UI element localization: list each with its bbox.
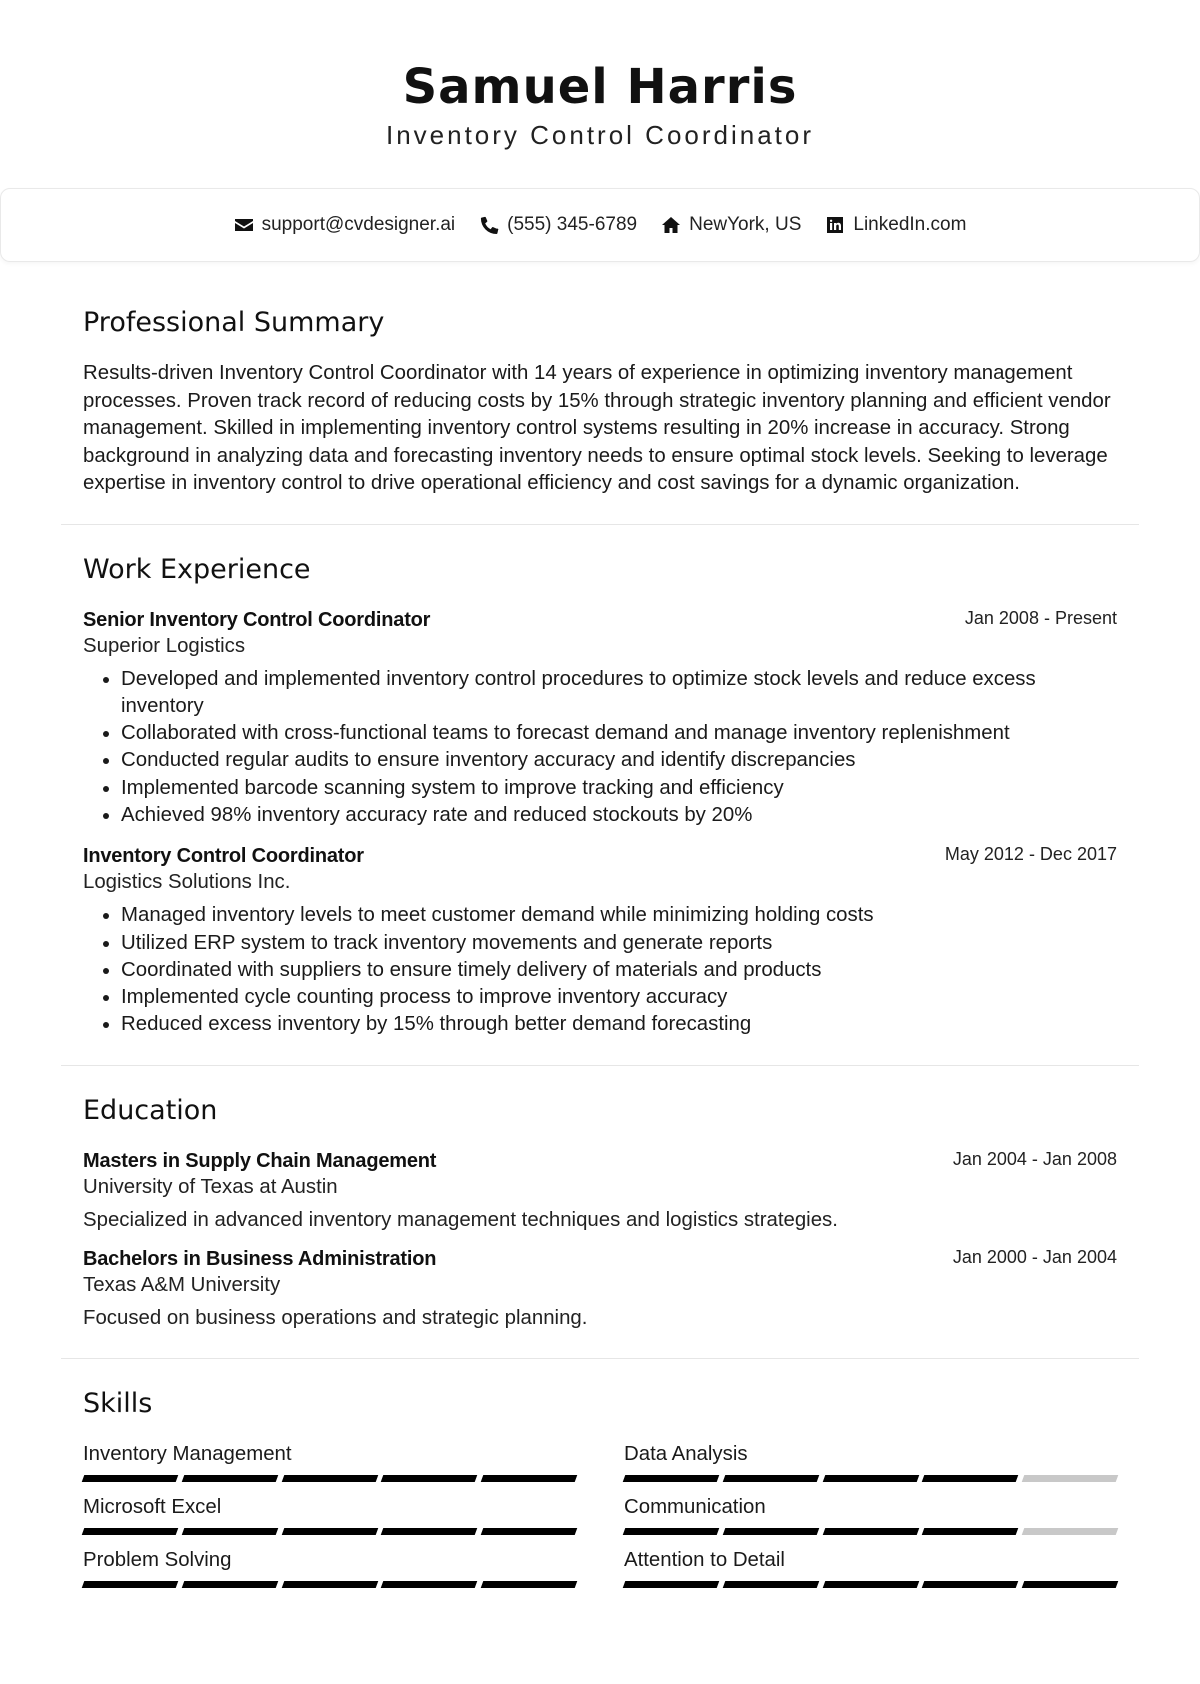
skill-segment-filled: [723, 1581, 819, 1588]
job-entry: [83, 607, 1117, 830]
education-heading: Education: [83, 1094, 218, 1126]
bullet-item: • Coordinated with suppliers to ensure timely delivery of materials and products: [121, 957, 1117, 984]
skill-segment-filled: [822, 1581, 918, 1588]
skill-name: Data Analysis: [624, 1442, 748, 1465]
skill-item: [624, 1494, 1117, 1535]
job-entry: [83, 843, 1117, 1038]
skill-segment-empty: [1022, 1528, 1118, 1535]
education-entry: [83, 1148, 1117, 1234]
summary-section: [83, 262, 1117, 525]
summary-text: Results-driven Inventory Control Coordinator with 14 years of experience in optimizing inventory management processes. Proven track record of reducing costs by 15% through strategic inventory planning and efficient vendor management. Skilled in implementing inventory control systems resulting in 20% increase in accuracy. Strong background in analyzing data and forecasting inventory needs to ensure optimal stock levels. Seeking to leverage expertise in inventory control to drive operational efficiency and cost savings for a dynamic organization.: [83, 362, 1111, 494]
resume-header: [0, 0, 1200, 150]
skill-name: Microsoft Excel: [83, 1495, 222, 1518]
skill-segment-filled: [822, 1475, 918, 1482]
skill-segment-filled: [481, 1528, 577, 1535]
home-icon: [661, 215, 681, 235]
skill-level-bar: [83, 1475, 576, 1482]
job-company: Superior Logistics: [83, 634, 246, 657]
skill-item: [83, 1494, 576, 1535]
skill-level-bar: [83, 1581, 576, 1588]
education-list: [83, 1148, 1117, 1332]
phone-text: (555) 345-6789: [507, 214, 638, 235]
skill-segment-filled: [281, 1581, 377, 1588]
education-date: Jan 2004 - Jan 2008: [952, 1148, 1117, 1169]
skill-segment-filled: [381, 1475, 477, 1482]
skill-name: Inventory Management: [83, 1442, 292, 1465]
skill-segment-filled: [281, 1528, 377, 1535]
job-title: Senior Inventory Control Coordinator: [83, 608, 431, 631]
skill-segment-filled: [922, 1581, 1018, 1588]
degree-title: Bachelors in Business Administration: [83, 1247, 437, 1270]
skill-segment-filled: [182, 1475, 278, 1482]
skill-item: [83, 1441, 576, 1482]
education-description: Focused on business operations and strategic planning.: [83, 1306, 588, 1329]
contact-linkedin[interactable]: [825, 214, 966, 236]
skill-segment-filled: [1022, 1581, 1118, 1588]
resume-body: [0, 262, 1200, 1588]
skill-segment-filled: [281, 1475, 377, 1482]
skill-segment-filled: [922, 1475, 1018, 1482]
skill-name: Problem Solving: [83, 1548, 232, 1571]
envelope-icon: [234, 215, 254, 235]
skill-name: Communication: [624, 1495, 766, 1518]
bullet-item: • Implemented cycle counting process to improve inventory accuracy: [121, 984, 1117, 1011]
skill-level-bar: [624, 1475, 1117, 1482]
bullet-item: • Implemented barcode scanning system to improve tracking and efficiency: [121, 775, 1117, 802]
skill-segment-empty: [1022, 1475, 1118, 1482]
degree-title: Masters in Supply Chain Management: [83, 1149, 437, 1172]
bullet-item: • Developed and implemented inventory control procedures to optimize stock levels and reduce excess inventory: [121, 666, 1117, 721]
experience-section: [83, 525, 1117, 1066]
skill-segment-filled: [481, 1581, 577, 1588]
skill-item: [83, 1547, 576, 1588]
skill-segment-filled: [822, 1528, 918, 1535]
skill-segment-filled: [481, 1475, 577, 1482]
phone-icon: [479, 215, 499, 235]
job-title: Inventory Control Coordinator: [83, 845, 364, 868]
skill-segment-filled: [82, 1581, 178, 1588]
skill-segment-filled: [922, 1528, 1018, 1535]
bullet-item: • Collaborated with cross-functional teams to forecast demand and manage inventory replenishment: [121, 720, 1117, 747]
skill-name: Attention to Detail: [624, 1548, 785, 1571]
skill-segment-filled: [82, 1528, 178, 1535]
job-title: Inventory Control Coordinator: [385, 120, 815, 150]
contact-bar: [0, 188, 1200, 262]
skill-item: [624, 1441, 1117, 1482]
candidate-name: Samuel Harris: [402, 59, 798, 115]
skill-segment-filled: [182, 1528, 278, 1535]
job-date: Jan 2008 - Present: [964, 607, 1117, 628]
skills-grid: [83, 1441, 1117, 1588]
education-entry: [83, 1246, 1117, 1332]
school-name: University of Texas at Austin: [83, 1175, 338, 1198]
skill-level-bar: [624, 1528, 1117, 1535]
bullet-item: • Managed inventory levels to meet customer demand while minimizing holding costs: [121, 902, 1117, 929]
email-text: support@cvdesigner.ai: [261, 214, 456, 235]
bullet-item: • Achieved 98% inventory accuracy rate and reduced stockouts by 20%: [121, 802, 1117, 829]
skill-segment-filled: [623, 1581, 719, 1588]
skills-heading: Skills: [83, 1387, 153, 1419]
school-name: Texas A&M University: [83, 1273, 281, 1296]
skill-segment-filled: [623, 1475, 719, 1482]
skill-segment-filled: [182, 1581, 278, 1588]
education-section: [83, 1066, 1117, 1359]
job-list: [83, 607, 1117, 1039]
skill-segment-filled: [623, 1528, 719, 1535]
job-bullets: [83, 902, 1117, 1038]
skill-item: [624, 1547, 1117, 1588]
education-date: Jan 2000 - Jan 2004: [952, 1246, 1117, 1267]
skills-section: [83, 1359, 1117, 1588]
linkedin-text: LinkedIn.com: [853, 214, 967, 235]
skill-segment-filled: [723, 1475, 819, 1482]
bullet-item: • Conducted regular audits to ensure inventory accuracy and identify discrepancies: [121, 747, 1117, 774]
skill-segment-filled: [723, 1528, 819, 1535]
skill-level-bar: [624, 1581, 1117, 1588]
job-bullets: [83, 666, 1117, 830]
bullet-item: • Utilized ERP system to track inventory movements and generate reports: [121, 930, 1117, 957]
linkedin-icon: [825, 215, 845, 235]
skill-segment-filled: [381, 1581, 477, 1588]
summary-heading: Professional Summary: [83, 307, 385, 338]
skill-segment-filled: [381, 1528, 477, 1535]
contact-phone[interactable]: [479, 214, 637, 236]
job-company: Logistics Solutions Inc.: [83, 871, 291, 894]
contact-location: [661, 214, 801, 236]
skill-segment-filled: [82, 1475, 178, 1482]
job-date: May 2012 - Dec 2017: [944, 844, 1117, 865]
bullet-item: • Reduced excess inventory by 15% through better demand forecasting: [121, 1011, 1117, 1038]
location-text: NewYork, US: [689, 214, 802, 235]
education-description: Specialized in advanced inventory management techniques and logistics strategies.: [83, 1208, 838, 1231]
contact-email[interactable]: [234, 214, 456, 236]
experience-heading: Work Experience: [83, 553, 311, 585]
skill-level-bar: [83, 1528, 576, 1535]
